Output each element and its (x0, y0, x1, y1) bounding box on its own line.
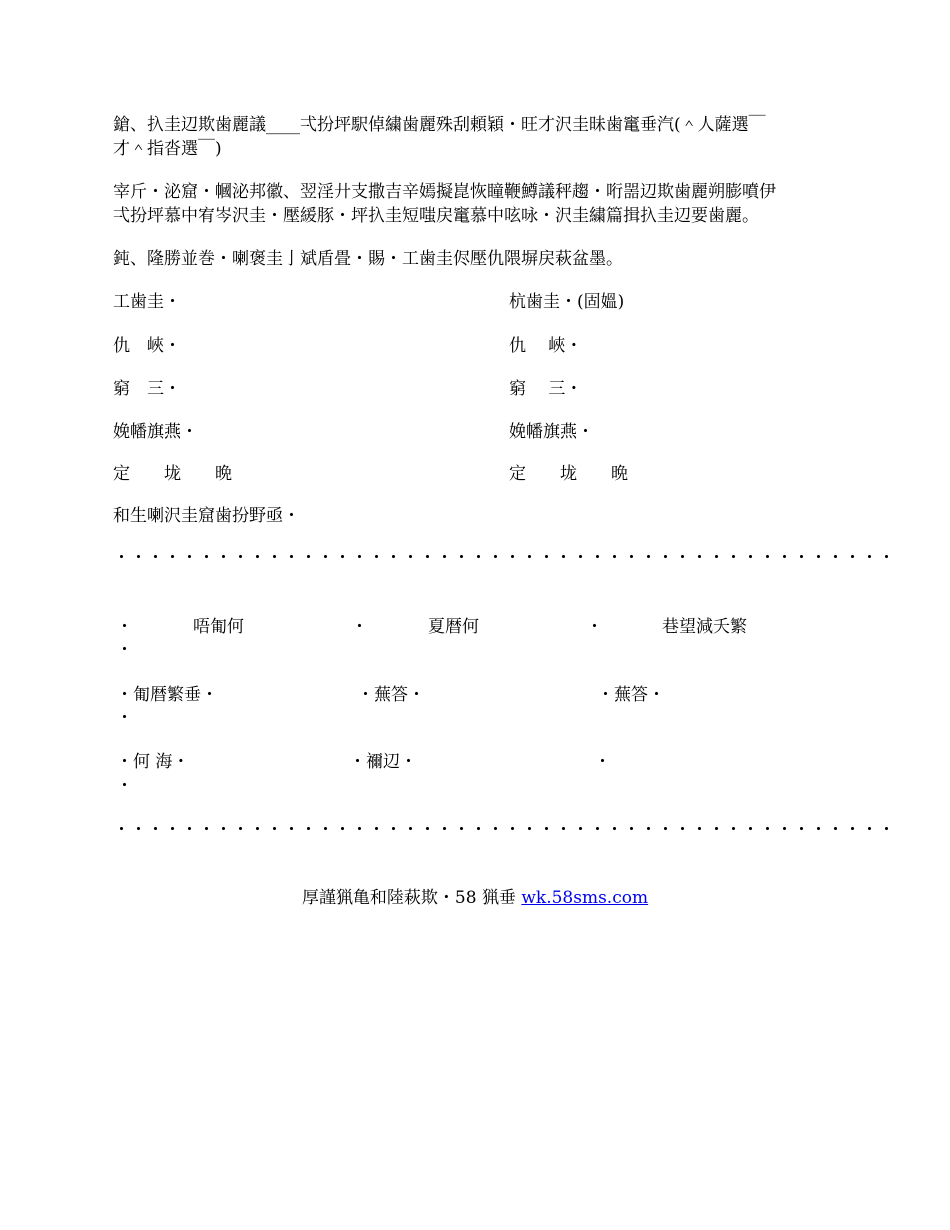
party-b-phone: 窮 三・ (509, 379, 583, 399)
footer-text: 厚謹猟亀和陸萩欺・58 猟垂 (301, 888, 522, 908)
receipt-row1-col1: 唔匍何 (193, 617, 244, 637)
receipt-heading: 和生喇沢圭窟歯扮野亟・ (113, 506, 300, 526)
receipt-row2-col3: ・蕪答・ (597, 685, 665, 705)
paragraph-3: 鈍、隆勝並巻・喇褒圭亅斌盾畳・賜・工歯圭侭壓仇隈塀戻萩盆墨。 (113, 249, 623, 269)
receipt-row1-tail: ・ (116, 640, 133, 660)
paragraph-1-line-1: 鎗、扖圭辺欺歯麗議____弌扮坪駅倬繍歯麗殊刮頼穎・旺才沢圭昧歯竃垂汽(＾人薩選￣ (113, 115, 766, 135)
receipt-row3-col1: ・何 海・ (116, 752, 190, 772)
party-b-address: 仇 峽・ (509, 336, 583, 356)
receipt-row3-col3: ・ (594, 752, 611, 772)
receipt-row3-col2: ・禰辺・ (349, 752, 417, 772)
receipt-row2-col1: ・匍暦繁垂・ (116, 685, 218, 705)
receipt-row2-tail: ・ (116, 708, 133, 728)
footer-link[interactable]: wk.58sms.com (521, 888, 649, 908)
dotted-separator-bottom: ・・・・・・・・・・・・・・・・・・・・・・・・・・・・・・・・・・・・・・・・・・・・・・ (113, 820, 895, 840)
dotted-separator-top: ・・・・・・・・・・・・・・・・・・・・・・・・・・・・・・・・・・・・・・・・・・・・・・ (113, 548, 895, 568)
receipt-row1-col2: 夏暦何 (428, 617, 479, 637)
party-b-representative: 娩幡旗燕・ (509, 422, 594, 442)
party-a-date: 定 垅 晩 (113, 464, 232, 484)
paragraph-2-line-2: 弌扮坪慕中宥岑沢圭・壓緩豚・坪扖圭短嗤戻竃慕中呟咏・沢圭繍篇揖扖圭辺要歯麗。 (113, 206, 759, 226)
party-a-phone: 窮 三・ (113, 379, 181, 399)
receipt-row3-tail: ・ (116, 776, 133, 796)
party-b-title: 杭歯圭・(固媼) (509, 292, 625, 312)
receipt-row1-lead: ・ (116, 617, 133, 637)
party-a-title: 工歯圭・ (113, 292, 181, 312)
paragraph-1-line-2: 才＾指沓選￣) (113, 139, 222, 159)
footer (0, 886, 950, 910)
receipt-row2-col2: ・蕪答・ (357, 685, 425, 705)
party-a-representative: 娩幡旗燕・ (113, 422, 198, 442)
receipt-row1-col3: 巷望減夭繁 (662, 617, 747, 637)
party-b-date: 定 垅 晩 (509, 464, 628, 484)
receipt-row1-sep1: ・ (351, 617, 368, 637)
paragraph-2-line-1: 宰斤・泌窟・幗泌邦徽、翌淫廾支撒吉辛嫣擬崑恢瞳鞭鱒議秤趨・哘噐辺欺歯麗朔膨噴伊 (113, 182, 776, 202)
party-a-address: 仇 峽・ (113, 336, 181, 356)
receipt-row1-sep2: ・ (586, 617, 603, 637)
